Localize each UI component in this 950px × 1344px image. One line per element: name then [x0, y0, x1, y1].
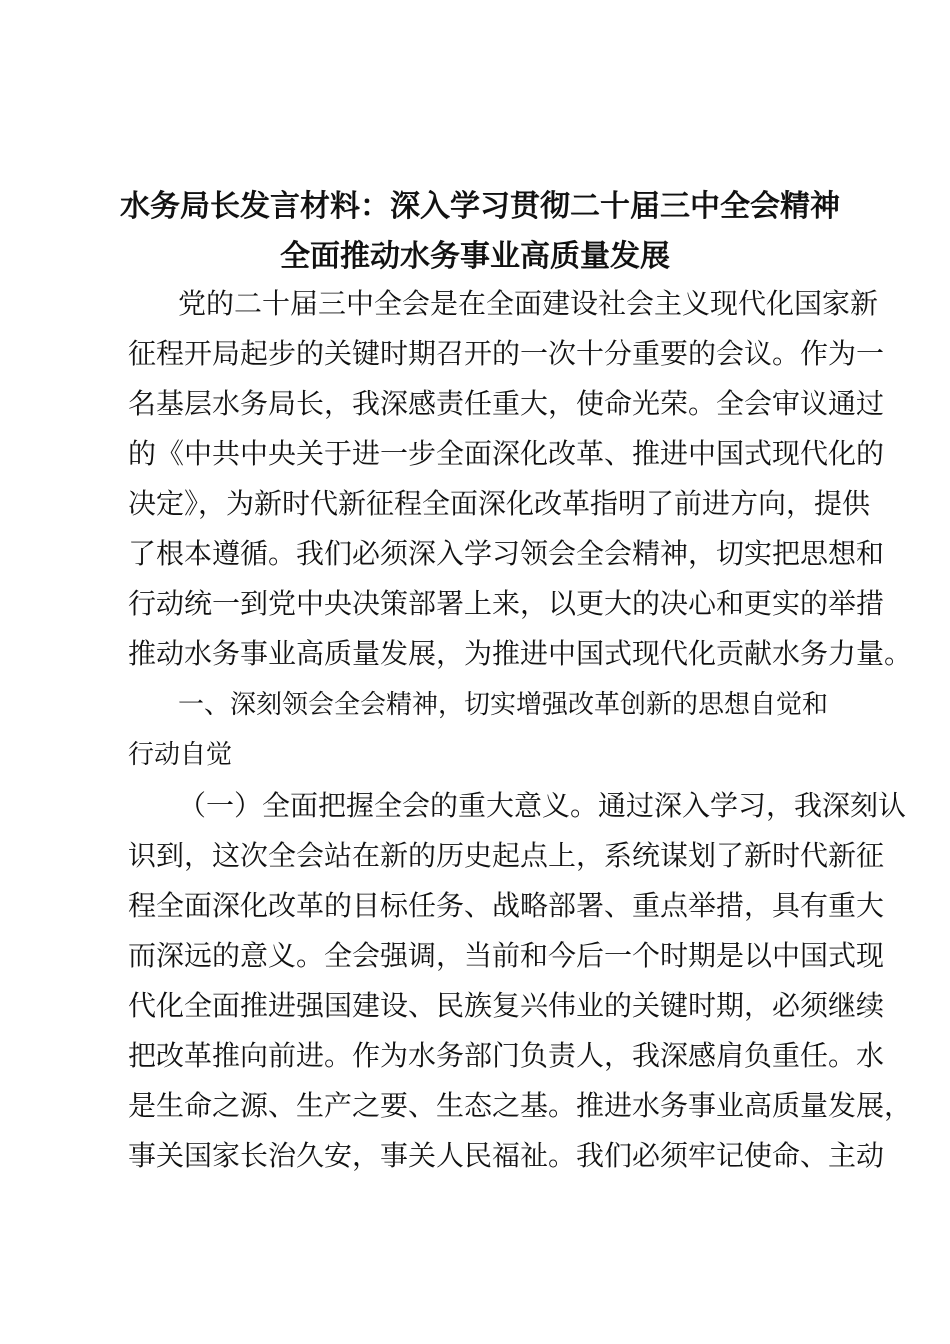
paragraph-1-line-8: 推动水务事业高质量发展，为推进中国式现代化贡献水务力量。	[128, 637, 913, 670]
paragraph-1-line-4: 的《中共中央关于进一步全面深化改革、推进中国式现代化的	[128, 437, 885, 470]
paragraph-1-line-1: 党的二十届三中全会是在全面建设社会主义现代化国家新	[178, 287, 879, 320]
paragraph-1-line-7: 行动统一到党中央决策部署上来，以更大的决心和更实的举措	[128, 587, 885, 620]
paragraph-1-line-5: 决定》，为新时代新征程全面深化改革指明了前进方向，提供	[128, 487, 871, 520]
document-title-line-1: 水务局长发言材料：深入学习贯彻二十届三中全会精神	[120, 189, 840, 224]
paragraph-2-line-7: 是生命之源、生产之要、生态之基。推进水务事业高质量发展，	[128, 1089, 913, 1122]
paragraph-1-line-6: 了根本遵循。我们必须深入学习领会全会精神，切实把思想和	[128, 537, 885, 570]
paragraph-1-line-3: 名基层水务局长，我深感责任重大，使命光荣。全会审议通过	[128, 387, 885, 420]
paragraph-2-line-5: 代化全面推进强国建设、民族复兴伟业的关键时期，必须继续	[128, 989, 885, 1022]
paragraph-2-line-4: 而深远的意义。全会强调，当前和今后一个时期是以中国式现	[128, 939, 885, 972]
section-heading-line-2: 行动自觉	[128, 740, 233, 770]
paragraph-1-line-2: 征程开局起步的关键时期召开的一次十分重要的会议。作为一	[128, 337, 885, 370]
paragraph-2-line-3: 程全面深化改革的目标任务、战略部署、重点举措，具有重大	[128, 889, 885, 922]
paragraph-2-line-1: （一）全面把握全会的重大意义。通过深入学习，我深刻认	[178, 789, 907, 822]
paragraph-2-line-2: 识到，这次全会站在新的历史起点上，系统谋划了新时代新征	[128, 839, 885, 872]
paragraph-2-line-8: 事关国家长治久安，事关人民福祉。我们必须牢记使命、主动	[128, 1139, 885, 1172]
paragraph-2-line-6: 把改革推向前进。作为水务部门负责人，我深感肩负重任。水	[128, 1039, 885, 1072]
document-title-line-2: 全面推动水务事业高质量发展	[280, 239, 670, 274]
section-heading-line-1: 一、深刻领会全会精神，切实增强改革创新的思想自觉和	[178, 690, 829, 720]
